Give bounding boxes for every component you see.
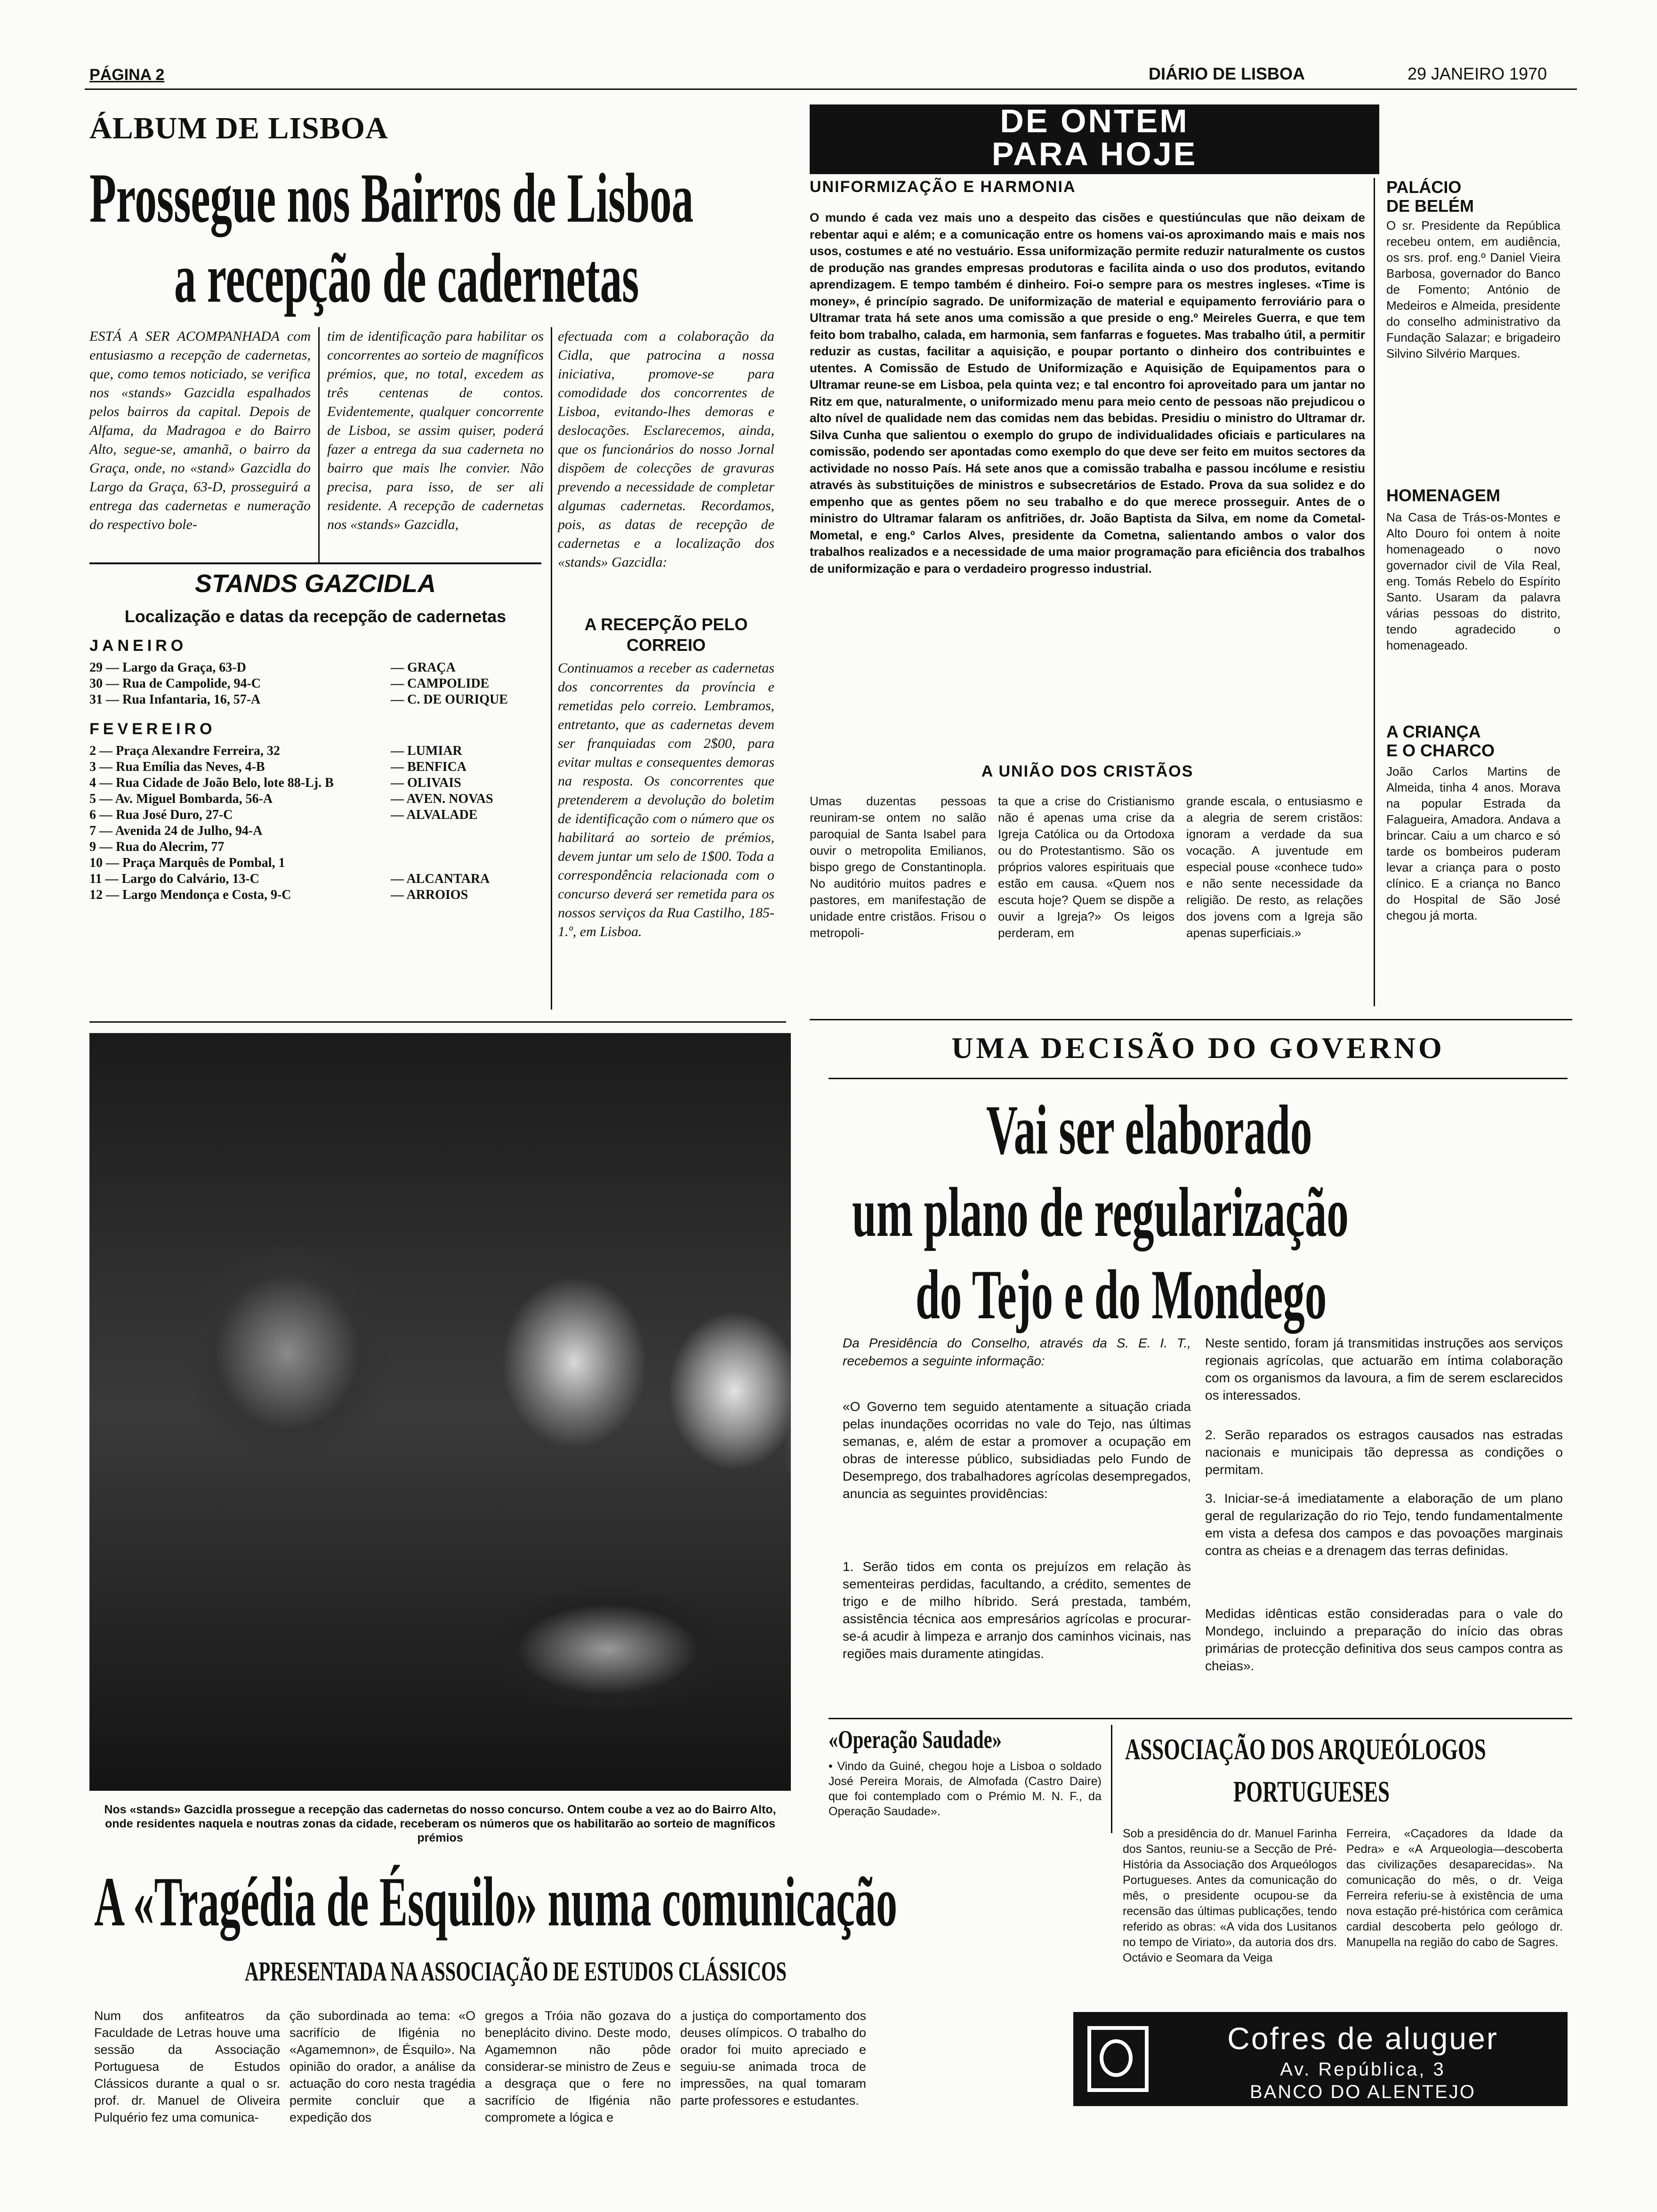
uniao-col-2: ta que a crise do Cristianismo não é apenas uma crise da Igreja Católica ou da Ortodoxa ou do Protestantismo. São os próprios valores espirituais que estão em causa. «Quem nos escuta hoje? Quem se dispõe a ouvir a Igreja?» Os leigos perderam, em xyxy=(998,794,1174,940)
arqueologos-title-2: PORTUGUESES xyxy=(1233,1775,1390,1808)
ontem-banner-line-2: PARA HOJE xyxy=(991,136,1198,172)
stand-address: 7 — Avenida 24 de Julho, 94-A xyxy=(89,824,263,838)
stand-address: 12 — Largo Mendonça e Costa, 9-C xyxy=(89,888,291,902)
col-divider xyxy=(318,327,320,562)
stand-district: — OLIVAIS xyxy=(391,776,461,790)
photo-caption: Nos «stands» Gazcidla prossegue a recepção das cadernetas do nosso concurso. Ontem coube a vez ao do Bairro Alto, onde residentes naquela e noutras zonas da cidade, receberam os números que os habilitarão ao sorteio de magníficos prémios xyxy=(104,1803,776,1844)
stand-district xyxy=(391,855,513,871)
crianca-body: João Carlos Martins de Almeida, tinha 4 anos. Morava na popular Estrada da Falagueira, Amadora. Andava a brincar. Caiu a um charco e só tarde os bombeiros puderam levar a criança para o posto clínico. E a criança no Banco do Hospital de São José chegou já morta. xyxy=(1386,764,1560,922)
stand-row xyxy=(89,676,513,692)
stand-row xyxy=(89,692,513,708)
governo-intro: Da Presidência do Conselho, através da S. E. I. T., recebemos a seguinte informação: xyxy=(843,1336,1191,1368)
palacio-body: O sr. Presidente da República recebeu ontem, em audiência, os srs. prof. eng.º Daniel Vieira Barbosa, governador do Banco de Fomento; António de Medeiros e Almeida, presidente do conselho administrativo da Fundação Salazar; e brigadeiro Silvino Silvério Marques. xyxy=(1386,218,1560,361)
stand-district: — ALVALADE xyxy=(391,808,478,822)
stand-row xyxy=(89,839,513,855)
album-col-3: efectuada com a colaboração da Cidla, que patrocina a nossa iniciativa, promove-se para comodidade dos concorrentes de Lisboa, evitando-lhes demoras e deslocações. Esclarecemos, ainda, que os funcionários do nosso Jornal dispõem de colecções de gravuras prevendo a necessidade de completar algumas cadernetas. Recordamos, pois, as datas de recepção de cadernetas e a localização dos «stands» Gazcidla: xyxy=(558,329,774,570)
stand-district: — BENFICA xyxy=(391,760,467,774)
newspaper-name: DIÁRIO DE LISBOA xyxy=(1149,64,1305,83)
section-rule xyxy=(810,1019,1572,1020)
stands-subtitle: Localização e datas da recepção de cadernetas xyxy=(124,607,507,626)
album-headline-2: a recepção de cadernetas xyxy=(174,239,639,317)
stand-address: 30 — Rua de Campolide, 94-C xyxy=(89,676,261,691)
page-number: PÁGINA 2 xyxy=(89,66,165,84)
esquilo-subhead: APRESENTADA NA ASSOCIAÇÃO DE ESTUDOS CLÁSSICOS xyxy=(245,1956,787,1987)
stand-district xyxy=(391,823,513,839)
stand-district: — AVEN. NOVAS xyxy=(391,792,493,806)
stand-district: — LUMIAR xyxy=(391,744,462,758)
ontem-banner xyxy=(810,104,1379,174)
saudade-body: • Vindo da Guiné, chegou hoje a Lisboa o soldado José Pereira Morais, de Almofada (Castro Daire) que foi contemplado com o Prémio M. N. F., da Operação Saudade». xyxy=(828,1760,1102,1818)
esquilo-col-1: Num dos anfiteatros da Faculdade de Letras houve uma sessão da Associação Portuguesa de Estudos Clássicos durante a qual o sr. prof. dr. Manuel de Oliveira Pulquério fez uma comunica- xyxy=(94,2009,280,2124)
stand-district: — ALCANTARA xyxy=(391,872,490,886)
album-col-1: ESTÁ A SER ACOMPANHADA com entusiasmo a recepção de cadernetas, que, como temos noticiado, se verifica nos «stands» Gazcidla espalhados pelos bairros da capital. Depois de Alfama, da Madragoa e do Bairro Alto, segue-se, amanhã, o bairro da Graça, onde, no «stand» Gazcidla do Largo da Graça, 63-D, prosseguirá a entrega das cadernetas e numeração do respectivo bole- xyxy=(89,329,311,532)
governo-headline-2: um plano de regularização xyxy=(852,1173,1349,1251)
stand-row xyxy=(89,775,513,791)
banco-alentejo-ad xyxy=(1073,2012,1568,2106)
governo-col-2: Neste sentido, foram já transmitidas instruções aos serviços regionais agrícolas, que actuarão em íntima colaboração com os organismos da lavoura, a fim de serem esclarecidos os interessados. xyxy=(1205,1336,1563,1403)
stand-district xyxy=(391,839,513,855)
stand-district: — CAMPOLIDE xyxy=(391,676,490,691)
stand-district: — C. DE OURIQUE xyxy=(391,692,508,707)
esquilo-col-2: ção subordinada ao tema: «O sacrifício de Ifigénia no «Agamemnon», de Ésquilo». Na opinião do orador, a análise da actuação do coro nesta tragédia permite concluir que a expedição dos xyxy=(290,2009,475,2124)
stand-address: 5 — Av. Miguel Bombarda, 56-A xyxy=(89,792,273,806)
ontem-section: UNIFORMIZAÇÃO E HARMONIA xyxy=(810,178,1076,196)
palacio-title: PALÁCIO DE BELÉM xyxy=(1386,177,1474,216)
sidebar-divider xyxy=(1374,178,1375,1006)
arqueologos-col-1: Sob a presidência do dr. Manuel Farinha dos Santos, reuniu-se a Secção de Pré-História da Associação dos Arqueólogos Portugueses. Antes da comunicação do mês, o presidente ocupou-se da recensão das últimas publicações, tendo referido as obras: «A vida dos Lusitanos no tempo de Viriato», da autoria dos drs. Octávio e Seomara da Veiga xyxy=(1123,1827,1337,1964)
uniao-col-3: grande escala, o entusiasmo e a alegria de serem cristãos: ignoram a verdade da sua vocação. A juventude em especial pouse «conhece tudo» e não sente necessidade da religião. De resto, as relações dos jovens com a Igreja são apenas superficiais.» xyxy=(1186,794,1363,940)
stands-feb-list xyxy=(89,743,513,903)
homenagem-title: HOMENAGEM xyxy=(1386,486,1500,505)
governo-col-2c: 3. Iniciar-se-á imediatamente a elaboração de um plano geral de regularização do rio Tejo, tendo fundamentalmente em vista a defesa dos campos e das povoações marginais contra as cheias e a drenagem das terras definidas. xyxy=(1205,1491,1563,1558)
stand-address: 4 — Rua Cidade de João Belo, lote 88-Lj. B xyxy=(89,776,334,790)
album-kicker: ÁLBUM DE LISBOA xyxy=(89,111,388,145)
stand-address: 3 — Rua Emília das Neves, 4-B xyxy=(89,760,265,774)
stands-title: STANDS GAZCIDLA xyxy=(195,569,436,598)
crianca-title: A CRIANÇA E O CHARCO xyxy=(1386,722,1495,760)
homenagem-body: Na Casa de Trás-os-Montes e Alto Douro foi ontem à noite homenageado o novo governador civil de Vila Real, eng. Tomás Rebelo do Espírito Santo. Usaram da palavra várias pessoas do distrito, tendo agradecido o homenageado. xyxy=(1386,510,1560,652)
stands-jan-list xyxy=(89,660,513,708)
album-col-3b: Continuamos a receber as cadernetas dos concorrentes da província e remetidas pelo correio. Lembramos, entretanto, que as cadernetas devem ser franquiadas com 2$00, para evitar multas e consequentes demoras na resposta. Os concorrentes que pretenderem a devolução do boletim de identificação com o número que os habilitará ao sorteio de prémios, devem juntar um selo de 1$00. Toda a correspondência relacionada com o concurso deverá ser remetida para os nossos serviços da Rua Castilho, 185-1.º, em Lisboa. xyxy=(558,660,774,939)
stand-address: 29 — Largo da Graça, 63-D xyxy=(89,660,246,675)
stand-address: 10 — Praça Marquês de Pombal, 1 xyxy=(89,856,285,870)
bank-logo-icon xyxy=(1087,2026,1149,2092)
stand-address: 31 — Rua Infantaria, 16, 57-A xyxy=(89,692,261,707)
stand-address: 9 — Rua do Alecrim, 77 xyxy=(89,840,225,854)
esquilo-col-4: a justiça do comportamento dos deuses olímpicos. O trabalho do orador foi muito apreciado e seguiu-se animada troca de impressões, na qual tomaram parte professores e estudantes. xyxy=(680,2009,866,2108)
governo-col-2b: 2. Serão reparados os estragos causados nas estradas nacionais e municipais tão depressa as condições o permitam. xyxy=(1205,1427,1563,1477)
saudade-title: «Operação Saudade» xyxy=(828,1725,1002,1754)
section-rule xyxy=(89,1021,786,1023)
stands-month-feb: FEVEREIRO xyxy=(89,720,216,738)
stand-row xyxy=(89,887,513,903)
album-headline-1: Prossegue nos Bairros de Lisboa xyxy=(89,159,694,237)
stand-district: — GRAÇA xyxy=(391,660,456,675)
governo-kicker: UMA DECISÃO DO GOVERNO xyxy=(951,1031,1445,1065)
uniao-col-1: Umas duzentas pessoas reuniram-se ontem no salão paroquial de Santa Isabel para ouvir o metropolita Emilianos, bispo grego de Constantinopla. No auditório muitos padres e pastores, em manifestação de unidade entre cristãos. Frisou o metropoli- xyxy=(810,794,986,940)
album-subhead: A RECEPÇÃO PELO CORREIO xyxy=(584,615,748,655)
governo-headline-3: do Tejo e do Mondego xyxy=(916,1256,1327,1334)
stand-row xyxy=(89,855,513,871)
stand-row xyxy=(89,823,513,839)
ontem-banner-line-1: DE ONTEM xyxy=(1000,103,1189,139)
arqueologos-col-2: Ferreira, «Caçadores da Idade da Pedra» e «A Arqueologia—descoberta das civilizações desaparecidas». Na comunicação do mês, o dr. Veiga Ferreira referiu-se à existência de uma nova estação pré-histórica com cerâmica cardial descoberta pelo geólogo dr. Manupella na região do cabo de Sagres. xyxy=(1346,1827,1563,1949)
stands-month-jan: JANEIRO xyxy=(89,637,187,655)
ad-line-1: Cofres de aluguer xyxy=(1227,2021,1498,2056)
arqueologos-title-1: ASSOCIAÇÃO DOS ARQUEÓLOGOS xyxy=(1125,1732,1486,1766)
col-divider xyxy=(551,327,552,1010)
issue-date: 29 JANEIRO 1970 xyxy=(1408,64,1547,83)
stand-photo xyxy=(89,1033,791,1791)
stand-row xyxy=(89,871,513,887)
ad-line-2: Av. República, 3 xyxy=(1280,2059,1446,2080)
stand-row xyxy=(89,759,513,775)
stands-box xyxy=(89,562,541,1002)
album-col-2: tim de identificação para habilitar os concorrentes ao sorteio de magníficos prémios, que, no total, excedem as três centenas de contos. Evidentemente, qualquer concorrente de Lisboa, se assim quiser, poderá fazer a entrega da sua caderneta no bairro que mais lhe convier. Não precisa, para isso, de ser ali residente. A recepção de cadernetas nos «stands» Gazcidla, xyxy=(327,329,544,532)
section-rule xyxy=(828,1718,1572,1719)
stand-row xyxy=(89,743,513,759)
stand-address: 2 — Praça Alexandre Ferreira, 32 xyxy=(89,744,280,758)
header-rule xyxy=(85,88,1577,90)
stand-row xyxy=(89,791,513,807)
governo-kicker-underline xyxy=(828,1078,1568,1079)
ad-line-3: BANCO DO ALENTEJO xyxy=(1250,2082,1476,2102)
stand-district: — ARROIOS xyxy=(391,888,468,902)
esquilo-col-3: gregos a Tróia não gozava do beneplácito divino. Deste modo, Agamemnon não pôde considerar-se ministro de Zeus e a desgraça que o fere no sacrifício de Ifigénia não compromete a lógica e xyxy=(485,2009,671,2124)
stand-row xyxy=(89,660,513,676)
governo-col-1: «O Governo tem seguido atentamente a situação criada pelas inundações ocorridas no vale do Tejo, nas últimas semanas, e, além de estar a promover a ocupação em obras de interesse público, subsidiadas pelo Fundo de Desemprego, dos trabalhadores agrícolas desempregados, anuncia as seguintes providências: xyxy=(843,1399,1191,1501)
stand-row xyxy=(89,807,513,823)
stand-address: 6 — Rua José Duro, 27-C xyxy=(89,808,233,822)
ontem-body: O mundo é cada vez mais uno a despeito das cisões e questiúnculas que não deixam de rebentar aqui e além; e a comunicação entre os homens vai-os aproximando mais e mais nos usos, costumes e até no vestuário. Essa uniformização permite reduzir naturalmente os custos de produção nas grandes empresas produtoras e facilita ainda o uso dos produtos, evitando aprendizagem. E tempo também é dinheiro. Foi-o sempre para os mestres ingleses. «Time is money», é princípio sagrado. De uniformização de material e equipamento ferroviário para o Ultramar trata há sete anos uma comissão a que preside o eng.º Meireles Guerra, e que tem feito bom trabalho, calada, em harmonia, sem fanfarras e foguetes. Mas trabalho útil, a permitir reduzir as custas, facilitar a aquisição, e poupar portanto o dinheiro dos contribuintes e utentes. A Comissão de Estudo de Uniformização e Aquisição de Equipamentos para o Ultramar reune-se em Lisboa, pela quinta vez; e tal encontro foi aproveitado para um jantar no Ritz em que, naturalmente, o uniformizado menu para meio cento de pessoas não prejudicou o alto nível de qualidade nem das comidas nem das bebidas. Presidiu o ministro do Ultramar dr. Silva Cunha que salientou o exemplo do grupo de individualidades oficiais e particulares na comissão, podendo ser apontadas como exemplo do que deve ser feito em muitos sectores da actividade no nosso País. Há sete anos que a comissão trabalha e passou incólume e resistiu através às substituições de ministros e subsecretários de Estado. Prova da sua solidez e do empenho que as gentes põem no seu trabalho e do que merece prosseguir. Antes de o ministro do Ultramar falaram os anfitriões, dr. João Baptista da Silva, em nome da Cometal-Mometal, e eng.º Carlos Alves, presidente da Cometna, salientando ambos o valor dos trabalhos realizados e a necessidade de uma maior programação para eficiência dos trabalhos de uniformização e para o verdadeiro progresso industrial. xyxy=(810,210,1365,576)
governo-col-2d: Medidas idênticas estão consideradas para o vale do Mondego, incluindo a preparação do início das obras primárias de protecção definitiva dos seus campos contra as cheias». xyxy=(1205,1606,1563,1673)
stand-address: 11 — Largo do Calvário, 13-C xyxy=(89,872,259,886)
saudade-box xyxy=(828,1725,1112,1833)
esquilo-headline: A «Tragédia de Ésquilo» numa comunicação xyxy=(94,1863,898,1941)
uniao-title: A UNIÃO DOS CRISTÃOS xyxy=(981,762,1194,780)
governo-headline-1: Vai ser elaborado xyxy=(986,1091,1312,1169)
governo-col-1b: 1. Serão tidos em conta os prejuízos em relação às sementeiras perdidas, facultando, a crédito, sementes de trigo e de milho híbrido. Será prestada, também, assistência técnica aos empresários agrícolas e procurar-se-á acudir à limpeza e arranjo dos caminhos vicinais, nas regiões mais duramente atingidas. xyxy=(843,1559,1191,1661)
